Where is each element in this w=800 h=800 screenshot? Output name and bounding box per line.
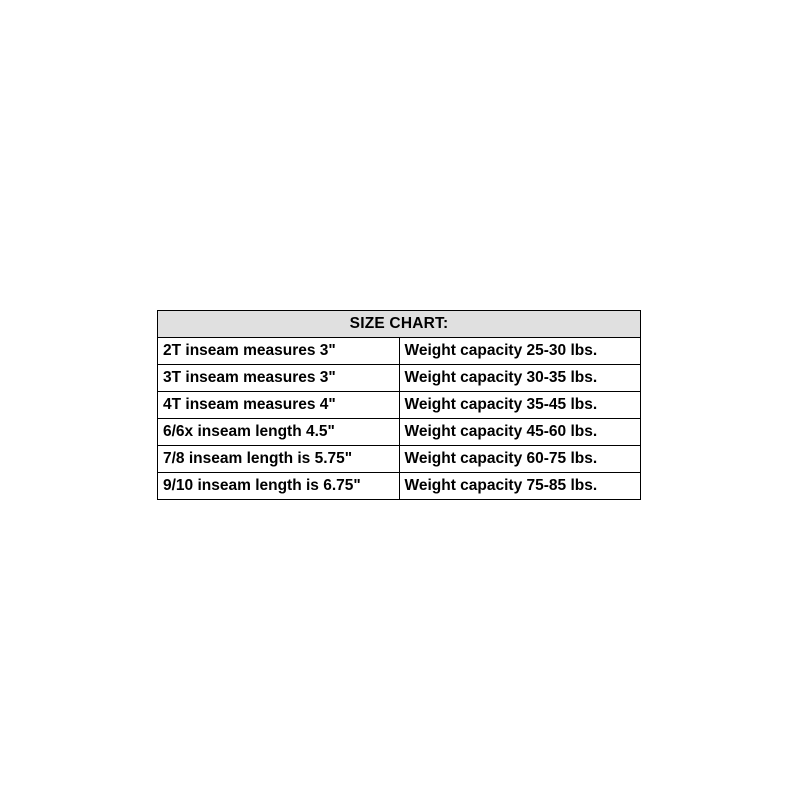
table-row <box>158 473 641 500</box>
size-cell: 6/6x inseam length 4.5" <box>158 419 400 446</box>
weight-cell: Weight capacity 45-60 lbs. <box>399 419 641 446</box>
size-chart-title: SIZE CHART: <box>158 311 641 338</box>
table-header-row <box>158 311 641 338</box>
weight-cell: Weight capacity 60-75 lbs. <box>399 446 641 473</box>
weight-cell: Weight capacity 75-85 lbs. <box>399 473 641 500</box>
table-row <box>158 365 641 392</box>
size-cell: 3T inseam measures 3" <box>158 365 400 392</box>
table-row <box>158 419 641 446</box>
weight-cell: Weight capacity 25-30 lbs. <box>399 338 641 365</box>
size-cell: 9/10 inseam length is 6.75" <box>158 473 400 500</box>
table-row <box>158 392 641 419</box>
size-chart-container <box>157 310 641 500</box>
size-cell: 2T inseam measures 3" <box>158 338 400 365</box>
weight-cell: Weight capacity 35-45 lbs. <box>399 392 641 419</box>
size-cell: 4T inseam measures 4" <box>158 392 400 419</box>
table-row <box>158 446 641 473</box>
size-cell: 7/8 inseam length is 5.75" <box>158 446 400 473</box>
size-chart-body <box>158 338 641 500</box>
table-row <box>158 338 641 365</box>
size-chart-header <box>158 311 641 338</box>
size-chart-table <box>157 310 641 500</box>
weight-cell: Weight capacity 30-35 lbs. <box>399 365 641 392</box>
